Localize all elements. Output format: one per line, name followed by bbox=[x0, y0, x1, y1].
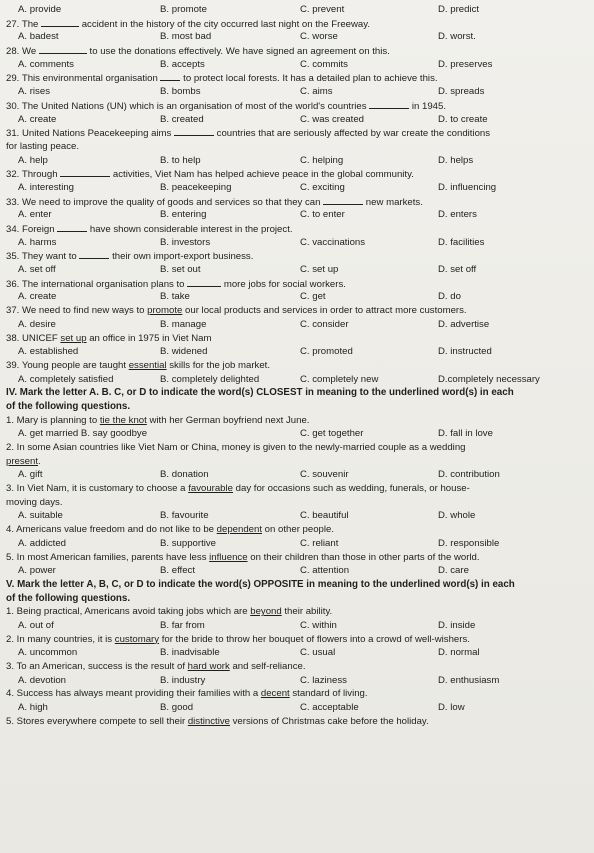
question-line: 2. In some Asian countries like Viet Nam or China, money is given to the newly-married couple as a wedding bbox=[6, 442, 466, 453]
option-b: B. to help bbox=[160, 154, 201, 166]
option-b: B. created bbox=[160, 113, 204, 125]
option-d: D. preserves bbox=[438, 58, 493, 70]
question-text bbox=[6, 523, 594, 537]
option-a: A. interesting bbox=[18, 181, 74, 193]
question-text bbox=[6, 605, 594, 619]
option-a: A. badest bbox=[18, 31, 59, 43]
option-c: C. vaccinations bbox=[300, 236, 366, 248]
option-c: C. to enter bbox=[300, 209, 345, 221]
option-b: B. favourite bbox=[160, 510, 209, 522]
option-c: C. acceptable bbox=[300, 702, 359, 714]
underlined-word: hard work bbox=[187, 661, 230, 672]
underlined-word: essential bbox=[128, 359, 167, 371]
answer-options bbox=[6, 345, 594, 359]
question-text bbox=[6, 551, 594, 565]
section-heading bbox=[6, 386, 594, 400]
option-a: A. harms bbox=[18, 236, 57, 248]
question-stem: 4. Americans value freedom and do not like to be bbox=[6, 524, 217, 536]
option-c: C. get bbox=[300, 291, 326, 303]
option-b: B. set out bbox=[160, 264, 201, 276]
answer-blank[interactable] bbox=[79, 249, 109, 259]
option-d: D. predict bbox=[438, 4, 480, 15]
answer-blank[interactable] bbox=[187, 277, 221, 287]
question-stem: 27. The bbox=[6, 18, 42, 30]
underlined-word: distinctive bbox=[187, 715, 230, 727]
question-text bbox=[6, 359, 594, 373]
question-text bbox=[6, 441, 594, 455]
option-d: D. instructed bbox=[438, 346, 492, 358]
answer-options bbox=[6, 318, 594, 332]
section-heading-text: IV. Mark the letter A. B. C, or D to indicate the word(s) CLOSEST in meaning to the underlined word(s) in each bbox=[6, 387, 514, 399]
option-d: D. to create bbox=[438, 113, 488, 125]
option-c: C. laziness bbox=[300, 674, 347, 686]
option-c: C. commits bbox=[300, 58, 348, 70]
option-c: C. reliant bbox=[300, 537, 339, 549]
option-c: C. completely new bbox=[300, 373, 379, 385]
question-stem: 37. We need to find new ways to bbox=[6, 305, 148, 317]
option-a: A. help bbox=[18, 154, 48, 166]
option-b: B. industry bbox=[160, 674, 206, 686]
question-rest: with her German boyfriend next June. bbox=[146, 414, 310, 426]
question-rest: accident in the history of the city occurred last night on the Freeway. bbox=[79, 18, 371, 30]
option-c: C. set up bbox=[300, 264, 339, 276]
option-c: C. attention bbox=[300, 565, 350, 577]
question-stem: 1. Being practical, Americans avoid taking jobs which are bbox=[6, 606, 251, 618]
question-rest: standard of living. bbox=[289, 688, 368, 700]
option-a: A. out of bbox=[18, 619, 54, 631]
option-d: D. fall in love bbox=[438, 428, 493, 440]
underlined-word: present bbox=[6, 455, 38, 467]
option-b: B. accepts bbox=[160, 58, 205, 70]
underlined-word: promote bbox=[147, 305, 183, 317]
question-stem: 3. To an American, success is the result of bbox=[6, 661, 188, 672]
answer-blank[interactable] bbox=[369, 99, 409, 109]
option-d: D. worst. bbox=[438, 31, 476, 43]
option-d: D. responsible bbox=[438, 537, 500, 549]
question-rest: to use the donations effectively. We have signed an agreement on this. bbox=[86, 46, 390, 58]
underlined-word: customary bbox=[114, 633, 160, 645]
question-text bbox=[6, 140, 594, 154]
option-b: B. take bbox=[160, 291, 190, 303]
option-c: C. within bbox=[300, 619, 337, 631]
option-a: A. power bbox=[18, 565, 56, 577]
option-b: B. bombs bbox=[160, 86, 201, 98]
question-text bbox=[6, 195, 594, 209]
question-text bbox=[6, 633, 594, 647]
answer-blank[interactable] bbox=[160, 71, 180, 81]
option-a: A. uncommon bbox=[18, 647, 78, 659]
option-b: B. donation bbox=[160, 469, 209, 481]
option-c: C. aims bbox=[300, 86, 333, 98]
option-d: D. influencing bbox=[438, 181, 497, 193]
option-b: B. inadvisable bbox=[160, 647, 220, 659]
answer-options bbox=[6, 509, 594, 523]
section-heading bbox=[6, 400, 594, 414]
answer-options bbox=[6, 290, 594, 304]
question-line: moving days. bbox=[6, 496, 63, 508]
underlined-word: tie the knot bbox=[99, 414, 147, 426]
option-d: D.completely necessary bbox=[438, 373, 540, 385]
option-c: C. was created bbox=[300, 113, 364, 125]
question-rest: more jobs for social workers. bbox=[221, 278, 346, 290]
option-c: C. souvenir bbox=[300, 469, 349, 481]
section-heading bbox=[6, 578, 594, 592]
question-text bbox=[6, 482, 594, 496]
answer-options bbox=[6, 154, 594, 168]
answer-options bbox=[6, 537, 594, 551]
option-a: A. desire bbox=[18, 318, 56, 330]
answer-blank[interactable] bbox=[174, 126, 214, 136]
answer-options bbox=[6, 263, 594, 277]
option-c: C. get together bbox=[300, 428, 364, 440]
question-rest: new markets. bbox=[363, 196, 423, 208]
section-heading-text: V. Mark the letter A, B, C, or D to indicate the word(s) OPPOSITE in meaning to the underlined word(s) in each bbox=[6, 578, 515, 590]
question-rest: and self-reliance. bbox=[229, 661, 306, 672]
question-text bbox=[6, 167, 594, 181]
option-b: B. supportive bbox=[160, 537, 216, 549]
answer-options bbox=[6, 236, 594, 250]
option-b: B. most bad bbox=[160, 31, 212, 43]
option-d: D. contribution bbox=[438, 469, 500, 481]
question-text bbox=[6, 496, 594, 510]
question-stem: 1. Mary is planning to bbox=[6, 414, 100, 426]
question-rest: versions of Christmas cake before the holiday. bbox=[229, 715, 429, 727]
option-a: A. provide bbox=[18, 4, 62, 15]
option-b: B. far from bbox=[160, 619, 205, 631]
question-text bbox=[6, 277, 594, 291]
option-b: B. widened bbox=[160, 346, 208, 358]
option-a: A. comments bbox=[18, 58, 74, 70]
answer-options bbox=[6, 468, 594, 482]
question-rest: on their children than those in other parts of the world. bbox=[247, 551, 480, 563]
answer-blank[interactable] bbox=[57, 222, 87, 232]
question-stem: 3. In Viet Nam, it is customary to choose a bbox=[6, 483, 189, 495]
underlined-word: decent bbox=[260, 688, 290, 700]
question-text bbox=[6, 17, 594, 31]
option-d: D. helps bbox=[438, 154, 474, 166]
answer-options bbox=[6, 564, 594, 578]
option-d: D. set off bbox=[438, 264, 477, 276]
option-b: B. promote bbox=[160, 4, 207, 15]
question-text bbox=[6, 660, 594, 674]
option-c: C. helping bbox=[300, 154, 344, 166]
option-d: D. enthusiasm bbox=[438, 674, 500, 686]
option-c: C. prevent bbox=[300, 4, 345, 15]
question-stem: 31. United Nations Peacekeeping aims bbox=[6, 128, 174, 140]
answer-options bbox=[6, 701, 594, 715]
option-d: D. facilities bbox=[438, 236, 485, 248]
question-stem: 39. Young people are taught bbox=[6, 359, 129, 371]
answer-blank[interactable] bbox=[60, 167, 110, 177]
answer-options bbox=[6, 181, 594, 195]
underlined-word: set up bbox=[60, 332, 87, 344]
answer-options bbox=[6, 646, 594, 660]
question-text bbox=[6, 687, 594, 701]
answer-options bbox=[6, 427, 594, 441]
question-rest: an office in 1975 in Viet Nam bbox=[86, 332, 212, 344]
question-text bbox=[6, 715, 594, 729]
section-heading bbox=[6, 592, 594, 606]
option-b: B. entering bbox=[160, 209, 207, 221]
option-d: D. low bbox=[438, 702, 465, 714]
question-rest: skills for the job market. bbox=[166, 359, 271, 371]
question-rest: countries that are seriously affected by war create the conditions bbox=[214, 128, 491, 140]
question-text bbox=[6, 304, 594, 318]
question-rest: have shown considerable interest in the project. bbox=[87, 224, 293, 235]
question-text bbox=[6, 249, 594, 263]
option-d: D. advertise bbox=[438, 318, 490, 330]
option-a: A. high bbox=[18, 702, 48, 714]
option-d: D. spreads bbox=[438, 86, 485, 98]
option-a: A. set off bbox=[18, 264, 56, 276]
option-a: A. suitable bbox=[18, 510, 63, 522]
option-c: C. worse bbox=[300, 31, 338, 43]
option-c: C. promoted bbox=[300, 346, 353, 358]
question-text bbox=[6, 71, 594, 85]
underlined-word: dependent bbox=[216, 524, 263, 536]
question-text bbox=[6, 126, 594, 140]
question-text bbox=[6, 455, 594, 469]
option-a: A. gift bbox=[18, 469, 43, 481]
option-b: B. effect bbox=[160, 565, 196, 577]
question-line: for lasting peace. bbox=[6, 140, 80, 152]
question-rest: their own import-export business. bbox=[109, 251, 254, 263]
question-stem: 30. The United Nations (UN) which is an organisation of most of the world's countries bbox=[6, 100, 370, 112]
underlined-word: influence bbox=[209, 551, 248, 563]
question-text bbox=[6, 222, 594, 236]
question-stem: 35. They want to bbox=[6, 251, 80, 263]
question-stem: 36. The international organisation plans to bbox=[6, 278, 188, 290]
option-a: A. addicted bbox=[18, 537, 67, 549]
question-rest: their ability. bbox=[281, 606, 333, 618]
question-stem: 5. Stores everywhere compete to sell their bbox=[6, 715, 188, 727]
question-text bbox=[6, 44, 594, 58]
underlined-word: beyond bbox=[250, 606, 282, 618]
question-text bbox=[6, 99, 594, 113]
answer-blank[interactable] bbox=[39, 44, 87, 54]
option-a: A. get married B. say goodbye bbox=[18, 428, 148, 440]
option-b: B. investors bbox=[160, 236, 211, 248]
answer-options bbox=[6, 208, 594, 222]
answer-options bbox=[6, 373, 594, 387]
answer-options bbox=[6, 85, 594, 99]
option-a: A. rises bbox=[18, 86, 50, 98]
option-c: C. exciting bbox=[300, 181, 345, 193]
option-d: D. care bbox=[438, 565, 469, 577]
option-c: C. beautiful bbox=[300, 510, 349, 522]
answer-options bbox=[6, 113, 594, 127]
question-stem: 5. In most American families, parents have less bbox=[6, 551, 210, 563]
section-heading-text: of the following questions. bbox=[6, 400, 131, 412]
option-d: D. normal bbox=[438, 647, 480, 659]
question-stem: 34. Foreign bbox=[6, 224, 58, 235]
question-stem: 32. Through bbox=[6, 169, 61, 181]
underlined-word: favourable bbox=[188, 483, 233, 495]
question-text bbox=[6, 332, 594, 346]
question-stem: 28. We bbox=[6, 46, 39, 58]
option-b: B. completely delighted bbox=[160, 373, 260, 385]
question-rest: to protect local forests. It has a detailed plan to achieve this. bbox=[180, 73, 438, 85]
option-b: B. peacekeeping bbox=[160, 181, 232, 193]
option-c: C. consider bbox=[300, 318, 349, 330]
option-d: D. whole bbox=[438, 510, 476, 522]
option-b: B. good bbox=[160, 702, 194, 714]
question-rest: activities, Viet Nam has helped achieve peace in the global community. bbox=[110, 169, 414, 181]
question-rest: in 1945. bbox=[409, 100, 447, 112]
question-rest: on other people. bbox=[262, 524, 335, 536]
option-a: A. established bbox=[18, 346, 79, 358]
option-d: D. do bbox=[438, 291, 461, 303]
option-d: D. enters bbox=[438, 209, 477, 221]
answer-options bbox=[6, 674, 594, 688]
question-text bbox=[6, 414, 594, 428]
option-a: A. devotion bbox=[18, 674, 67, 686]
question-stem: 33. We need to improve the quality of goods and services so that they can bbox=[6, 196, 324, 208]
option-a: A. create bbox=[18, 113, 57, 125]
answer-blank[interactable] bbox=[41, 17, 79, 27]
question-rest: day for occasions such as wedding, funerals, or house- bbox=[233, 483, 470, 495]
question-rest: our local products and services in order to attract more customers. bbox=[182, 305, 467, 317]
answer-options bbox=[6, 30, 594, 44]
question-stem: 38. UNICEF bbox=[6, 332, 61, 344]
option-a: A. completely satisfied bbox=[18, 373, 114, 385]
question-stem: 4. Success has always meant providing their families with a bbox=[6, 688, 261, 700]
option-b: B. manage bbox=[160, 318, 207, 330]
answer-blank[interactable] bbox=[323, 195, 363, 205]
question-stem: 2. In many countries, it is bbox=[6, 633, 115, 645]
option-c: C. usual bbox=[300, 647, 336, 659]
option-d: D. inside bbox=[438, 619, 476, 631]
section-heading-text: of the following questions. bbox=[6, 592, 131, 604]
question-rest: for the bride to throw her bouquet of flowers into a crowd of well-wishers. bbox=[159, 633, 470, 645]
question-rest: . bbox=[38, 455, 41, 467]
answer-options bbox=[6, 619, 594, 633]
option-a: A. create bbox=[18, 291, 57, 303]
answer-options bbox=[6, 58, 594, 72]
answer-options bbox=[6, 3, 594, 17]
option-a: A. enter bbox=[18, 209, 52, 221]
question-stem: 29. This environmental organisation bbox=[6, 73, 161, 85]
